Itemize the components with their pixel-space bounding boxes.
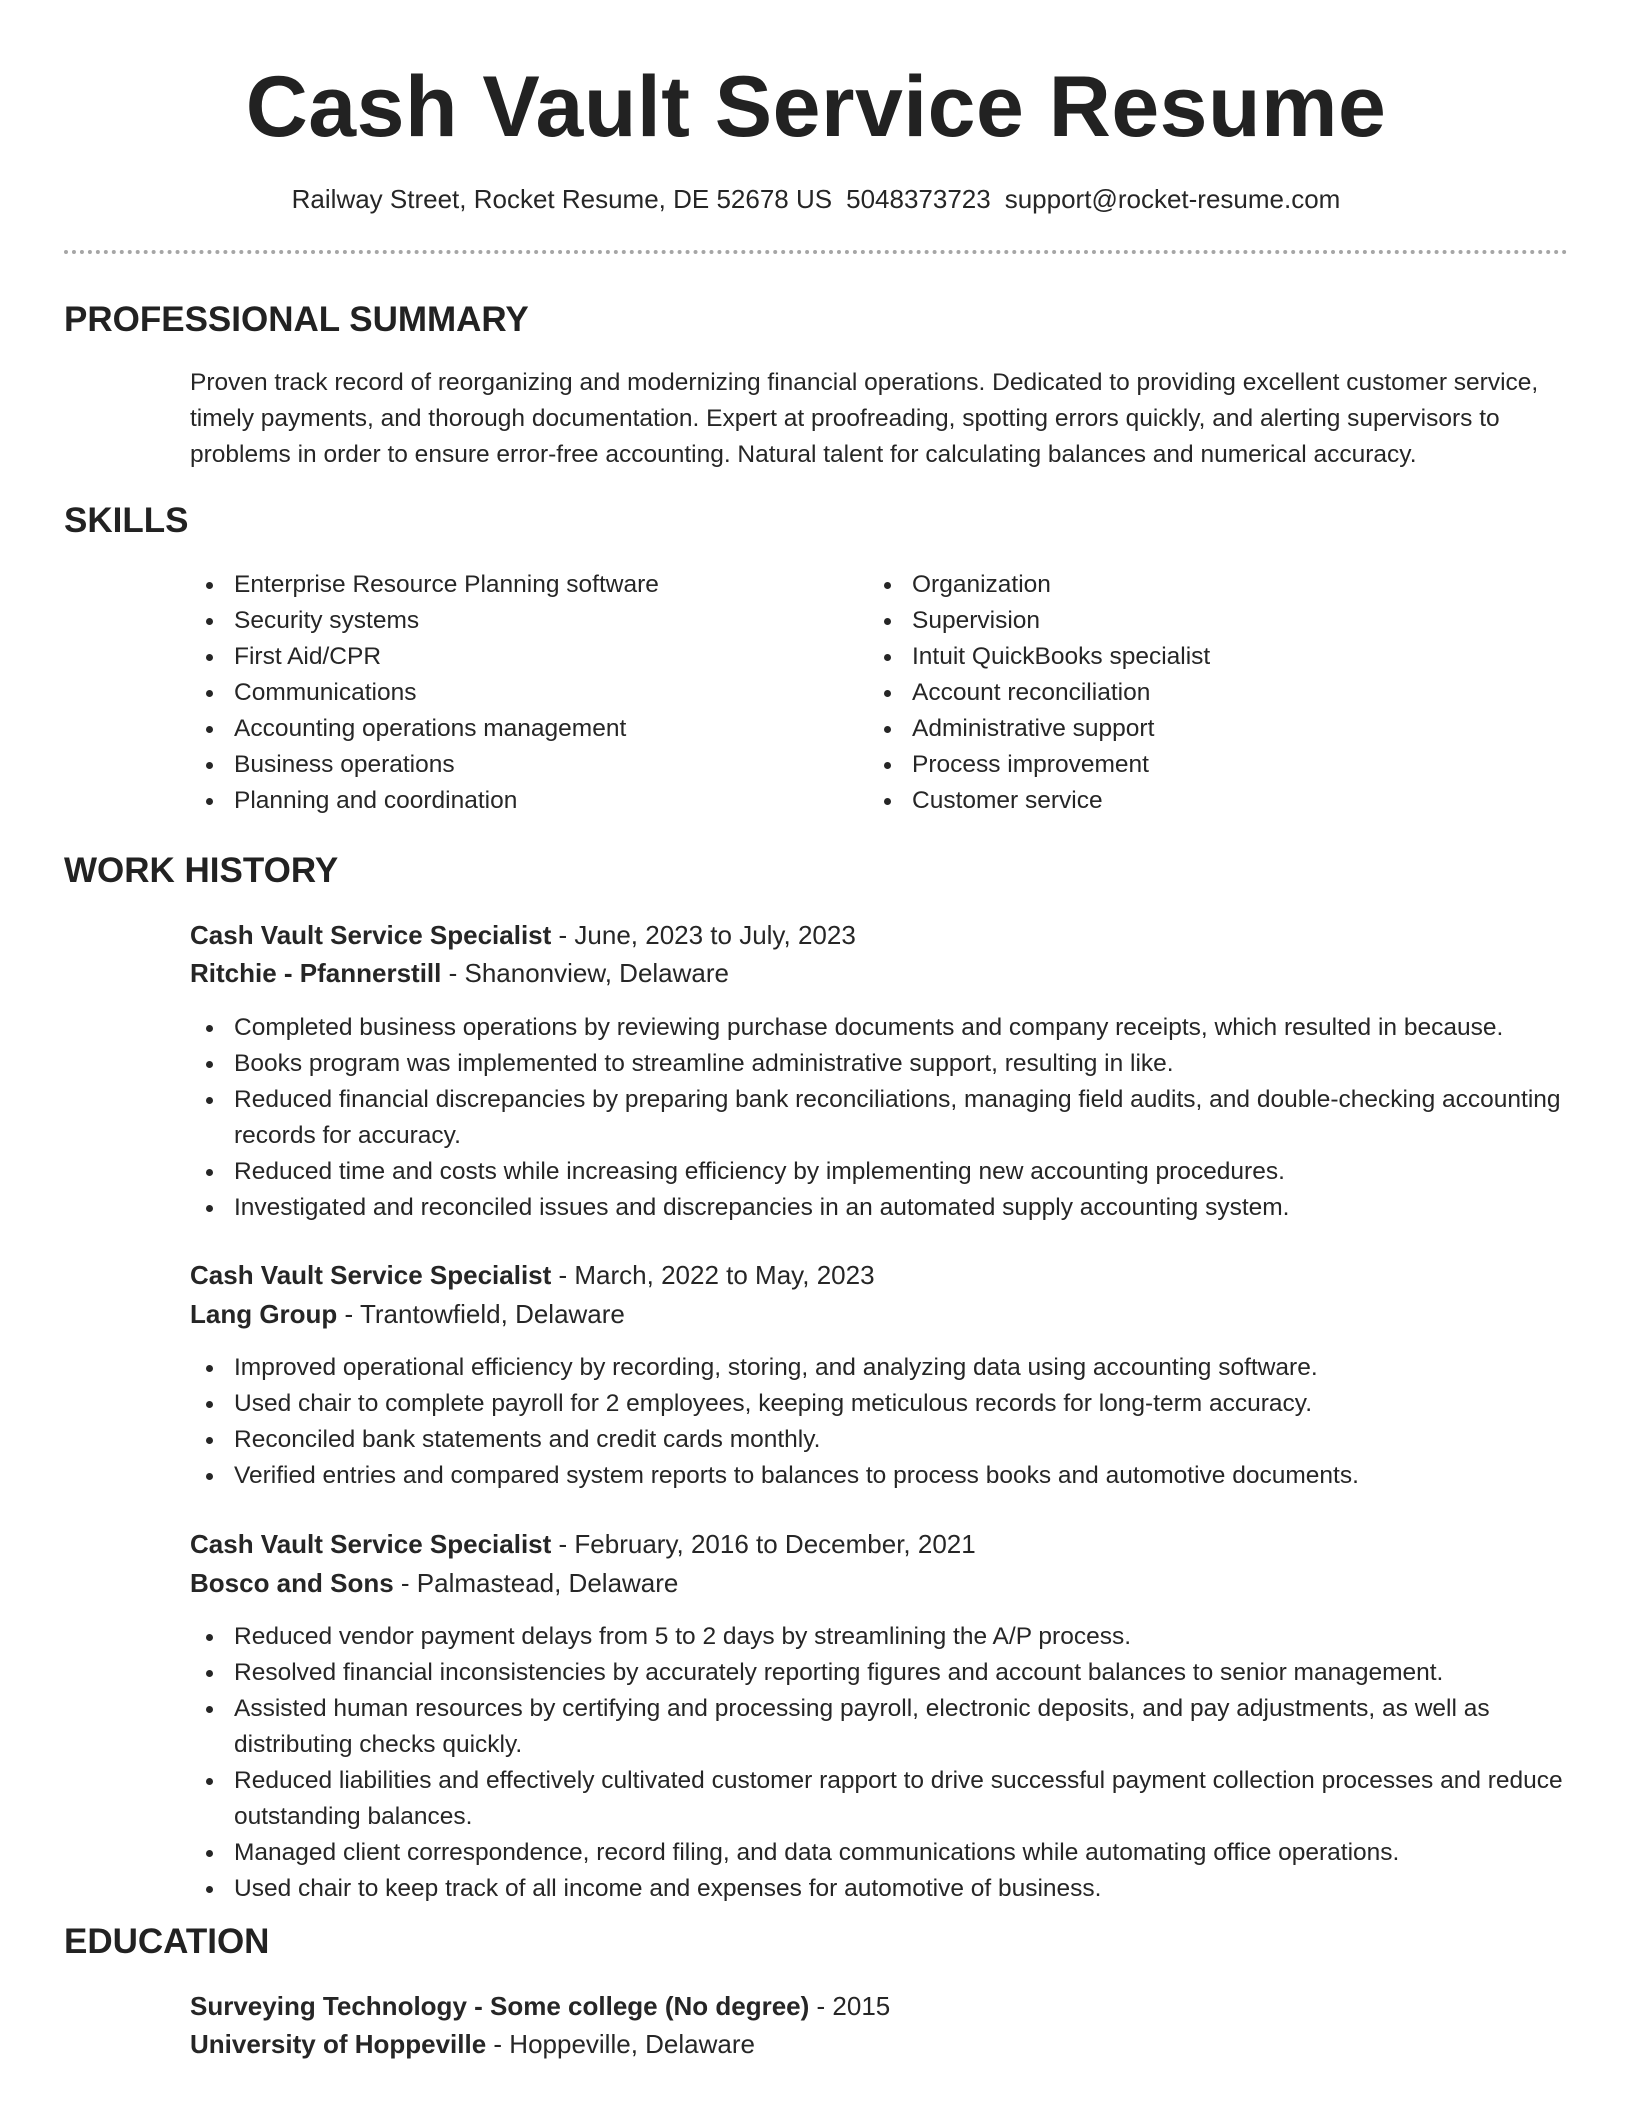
skill-item: Supervision bbox=[868, 603, 1508, 639]
job-location: - Palmastead, Delaware bbox=[393, 1568, 679, 1598]
education-degree-line bbox=[190, 1987, 890, 2025]
job-bullet: Investigated and reconciled issues and discrepancies in an automated supply accounting system. bbox=[190, 1190, 1580, 1226]
skill-item: Process improvement bbox=[868, 747, 1508, 783]
job-bullet: Reconciled bank statements and credit cards monthly. bbox=[190, 1422, 1580, 1458]
job-bullet: Managed client correspondence, record filing, and data communications while automating office operations. bbox=[190, 1835, 1580, 1871]
job-bullet: Assisted human resources by certifying and processing payroll, electronic deposits, and pay adjustments, as well as distributing checks quickly. bbox=[190, 1691, 1580, 1763]
job-position: Cash Vault Service Specialist bbox=[190, 1529, 552, 1559]
section-title-education: EDUCATION bbox=[64, 1922, 270, 1961]
skill-item: Enterprise Resource Planning software bbox=[190, 567, 830, 603]
education-school-line bbox=[190, 2025, 755, 2063]
job-employer: Bosco and Sons bbox=[190, 1568, 394, 1598]
skill-item: Customer service bbox=[868, 783, 1508, 819]
contact-line bbox=[0, 181, 1632, 217]
job-bullet: Resolved financial inconsistencies by accurately reporting figures and account balances to senior management. bbox=[190, 1655, 1580, 1691]
section-title-work: WORK HISTORY bbox=[64, 851, 339, 890]
job-title-line bbox=[190, 916, 856, 954]
job-dates: - March, 2022 to May, 2023 bbox=[551, 1260, 875, 1290]
skill-item: Organization bbox=[868, 567, 1508, 603]
skills-list-left bbox=[190, 567, 830, 819]
job-bullet: Reduced time and costs while increasing efficiency by implementing new accounting procedures. bbox=[190, 1154, 1580, 1190]
job-bullet: Completed business operations by reviewing purchase documents and company receipts, which resulted in because. bbox=[190, 1010, 1580, 1046]
job-bullet: Used chair to complete payroll for 2 employees, keeping meticulous records for long-term accuracy. bbox=[190, 1386, 1580, 1422]
job-dates: - February, 2016 to December, 2021 bbox=[551, 1529, 976, 1559]
skill-item: Accounting operations management bbox=[190, 711, 830, 747]
skill-item: Security systems bbox=[190, 603, 830, 639]
skill-item: Account reconciliation bbox=[868, 675, 1508, 711]
job-bullet: Improved operational efficiency by recording, storing, and analyzing data using accounting software. bbox=[190, 1350, 1580, 1386]
job-location: - Trantowfield, Delaware bbox=[337, 1299, 625, 1329]
job-dates: - June, 2023 to July, 2023 bbox=[551, 920, 856, 950]
job-bullet: Reduced liabilities and effectively cultivated customer rapport to drive successful payment collection processes and reduce outstanding balances. bbox=[190, 1763, 1580, 1835]
job-employer-line bbox=[190, 1564, 678, 1602]
job-position: Cash Vault Service Specialist bbox=[190, 920, 552, 950]
job-title-line bbox=[190, 1256, 875, 1294]
job-title-line bbox=[190, 1525, 976, 1563]
education-location: - Hoppeville, Delaware bbox=[486, 2029, 755, 2059]
contact-address: Railway Street, Rocket Resume, DE 52678 US bbox=[291, 184, 833, 214]
skills-list-right bbox=[868, 567, 1508, 819]
contact-phone: 5048373723 bbox=[846, 184, 991, 214]
skill-item: Communications bbox=[190, 675, 830, 711]
education-degree: Surveying Technology - Some college (No degree) bbox=[190, 1991, 810, 2021]
job-bullets bbox=[190, 1010, 1580, 1226]
job-bullets bbox=[190, 1350, 1580, 1494]
skill-item: First Aid/CPR bbox=[190, 639, 830, 675]
skill-item: Planning and coordination bbox=[190, 783, 830, 819]
skill-item: Intuit QuickBooks specialist bbox=[868, 639, 1508, 675]
resume-name: Cash Vault Service Resume bbox=[245, 59, 1387, 155]
education-year: - 2015 bbox=[809, 1991, 891, 2021]
job-employer: Ritchie - Pfannerstill bbox=[190, 958, 442, 988]
job-bullet: Reduced financial discrepancies by preparing bank reconciliations, managing field audits, and double-checking accounting records for accuracy. bbox=[190, 1082, 1580, 1154]
header-divider bbox=[64, 250, 1568, 254]
job-location: - Shanonview, Delaware bbox=[441, 958, 729, 988]
job-bullets bbox=[190, 1619, 1580, 1907]
skill-item: Administrative support bbox=[868, 711, 1508, 747]
section-title-summary: PROFESSIONAL SUMMARY bbox=[64, 300, 529, 339]
skill-item: Business operations bbox=[190, 747, 830, 783]
job-position: Cash Vault Service Specialist bbox=[190, 1260, 552, 1290]
job-bullet: Used chair to keep track of all income and expenses for automotive of business. bbox=[190, 1871, 1580, 1907]
job-employer-line bbox=[190, 1295, 625, 1333]
job-employer-line bbox=[190, 954, 729, 992]
section-title-skills: SKILLS bbox=[64, 501, 189, 540]
job-bullet: Verified entries and compared system reports to balances to process books and automotive documents. bbox=[190, 1458, 1580, 1494]
job-bullet: Reduced vendor payment delays from 5 to 2 days by streamlining the A/P process. bbox=[190, 1619, 1580, 1655]
contact-email: support@rocket-resume.com bbox=[1004, 184, 1341, 214]
summary-text: Proven track record of reorganizing and modernizing financial operations. Dedicated to providing excellent customer service, timely payments, and thorough documentation. Expert at proofreading, spotting errors quickly, and alerting supervisors to problems in order to ensure error-free accounting. Natural talent for calculating balances and numerical accuracy. bbox=[190, 369, 1539, 468]
job-employer: Lang Group bbox=[190, 1299, 338, 1329]
job-bullet: Books program was implemented to streamline administrative support, resulting in like. bbox=[190, 1046, 1580, 1082]
education-school: University of Hoppeville bbox=[190, 2029, 487, 2059]
